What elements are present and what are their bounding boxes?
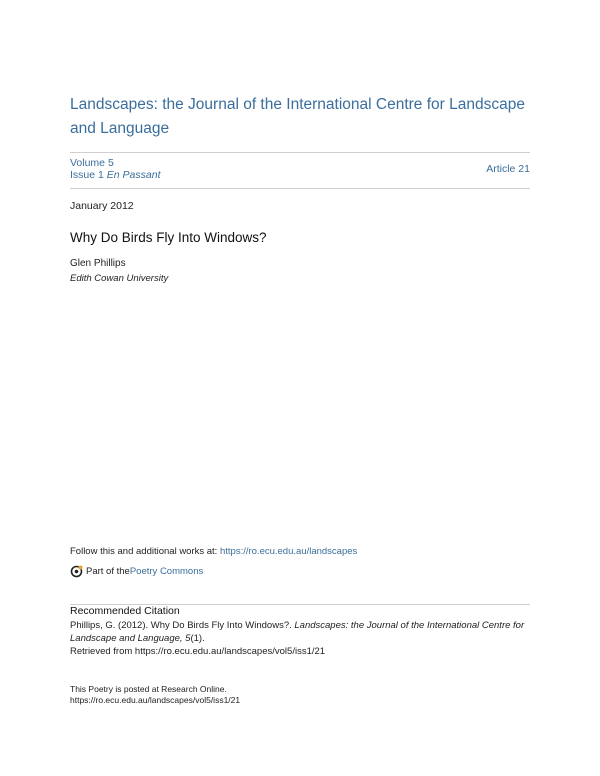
author-affiliation: Edith Cowan University <box>70 273 169 284</box>
citation-plain-1: Phillips, G. (2012). Why Do Birds Fly Into Windows?. <box>70 620 295 631</box>
poetry-commons-link[interactable]: Poetry Commons <box>129 566 204 577</box>
posted-notice <box>70 684 240 706</box>
posted-line-1: This Poetry is posted at Research Online. <box>70 684 227 694</box>
citation-retrieved: Retrieved from https://ro.ecu.edu.au/landscapes/vol5/iss1/21 <box>70 646 326 657</box>
volume-link[interactable]: Volume 5 <box>70 157 114 169</box>
commons-icon <box>70 565 83 578</box>
part-of-prefix: Part of the <box>86 566 130 577</box>
divider-top <box>70 152 530 153</box>
article-number-link[interactable]: Article 21 <box>486 163 530 175</box>
citation-heading: Recommended Citation <box>70 605 180 617</box>
author-name: Glen Phillips <box>70 258 126 269</box>
journal-title[interactable]: Landscapes: the Journal of the International Centre for Landscape and Language <box>70 96 525 137</box>
citation-text <box>70 619 530 658</box>
issue-link[interactable] <box>70 169 160 181</box>
citation-plain-2: (1). <box>190 633 205 644</box>
repository-link[interactable]: https://ro.ecu.edu.au/landscapes <box>219 546 358 557</box>
follow-line <box>70 546 357 557</box>
part-of-line <box>70 565 203 578</box>
divider-issue <box>70 188 530 189</box>
follow-prefix: Follow this and additional works at: <box>70 546 220 557</box>
issue-label: Issue 1 <box>70 169 104 181</box>
posted-url[interactable]: https://ro.ecu.edu.au/landscapes/vol5/iss1/21 <box>70 695 241 705</box>
article-title: Why Do Birds Fly Into Windows? <box>70 230 267 245</box>
citation-journal: Landscapes: the Journal of the International Centre for Landscape and Language, 5 <box>70 620 525 644</box>
issue-name: En Passant <box>106 169 161 181</box>
publication-date: January 2012 <box>70 200 134 212</box>
